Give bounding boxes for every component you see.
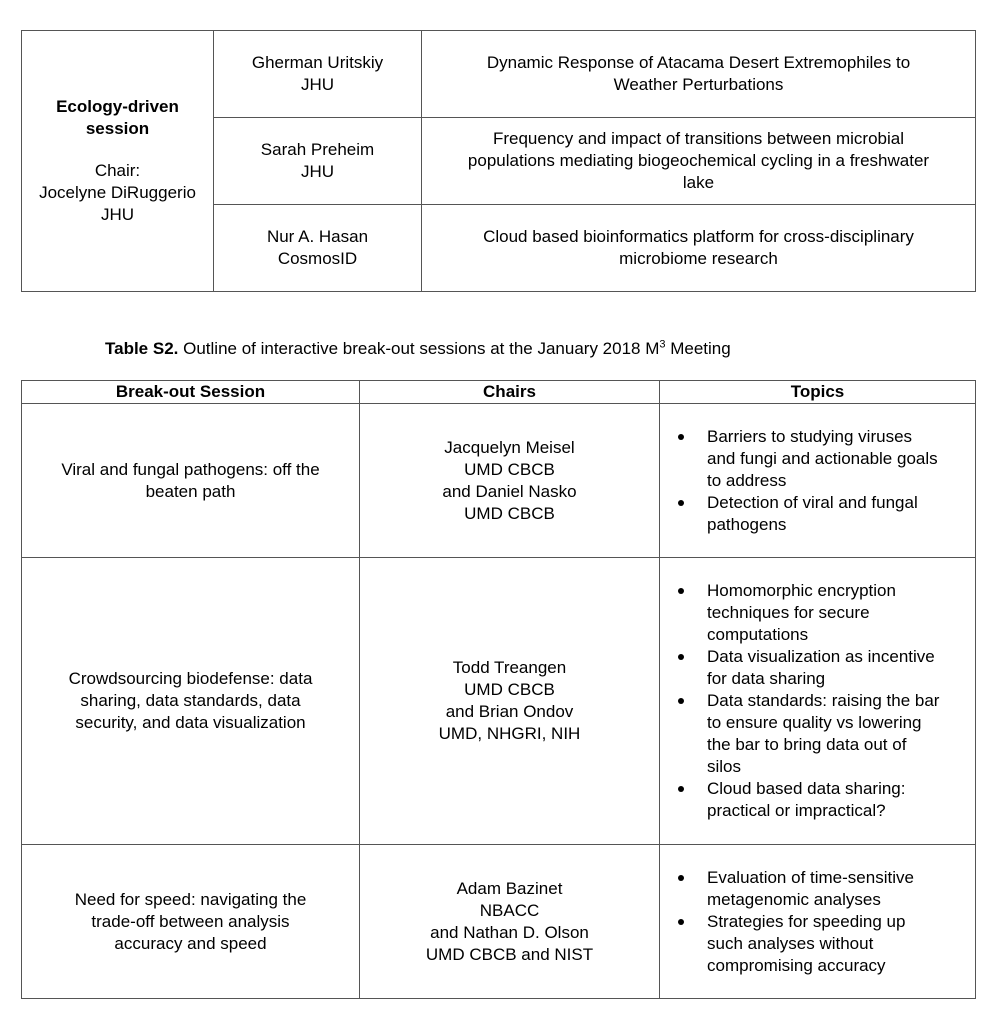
chair-label: Chair: [94, 161, 141, 180]
topic-line: to address [707, 470, 787, 490]
topic-line: practical or impractical? [707, 801, 886, 820]
header-chairs: Chairs [360, 381, 660, 404]
talk-title-line: Weather Perturbations [613, 75, 784, 94]
topic-line: Detection of viral and fungal [707, 492, 918, 512]
topic-line: Data standards: raising the bar [707, 691, 940, 710]
speaker-name: Sarah Preheim [260, 140, 375, 159]
session-line: Crowdsourcing biodefense: data [68, 669, 313, 688]
chair-line: and Nathan D. Olson [430, 922, 589, 942]
chair-line: UMD CBCB [464, 503, 555, 523]
talk-title-line: microbiome research [619, 249, 778, 268]
session-line: sharing, data standards, data [80, 691, 301, 710]
table-caption [105, 338, 985, 360]
table-row [22, 845, 976, 999]
talk-title-line: Cloud based bioinformatics platform for cross-disciplinary [483, 227, 914, 246]
topic-line: the bar to bring data out of [707, 735, 907, 754]
topic-line: Homomorphic encryption [707, 581, 896, 600]
topic-line: metagenomic analyses [707, 889, 881, 909]
caption-text: Outline of interactive break-out sessions at the January 2018 M [178, 339, 660, 358]
chair-affiliation: JHU [100, 205, 135, 224]
topic-line: compromising accuracy [707, 955, 886, 975]
topic-item [678, 580, 969, 646]
speaker-affiliation: CosmosID [277, 249, 358, 268]
topic-line: for data sharing [707, 669, 826, 688]
header-topics: Topics [660, 381, 976, 404]
talk-title-cell [422, 31, 976, 118]
talk-title-cell [422, 118, 976, 205]
speaker-cell [214, 205, 422, 292]
topics-cell [660, 845, 976, 999]
topic-line: such analyses without [707, 933, 874, 953]
topic-line: computations [707, 625, 809, 644]
chair-line: Adam Bazinet [456, 878, 563, 898]
breakout-session-cell [22, 558, 360, 845]
session-cell [22, 31, 214, 292]
topic-item [678, 492, 969, 536]
table-header-row [22, 381, 976, 404]
talk-title-line: lake [682, 173, 715, 192]
topics-list [678, 580, 969, 822]
topic-line: and fungi and actionable goals [707, 448, 938, 468]
session-name-line: Ecology-driven [56, 97, 179, 116]
chairs-cell [360, 404, 660, 558]
header-breakout-session: Break-out Session [22, 381, 360, 404]
topic-line: Barriers to studying viruses [707, 426, 913, 446]
talk-title-line: Frequency and impact of transitions between microbial [492, 129, 905, 148]
speaker-affiliation: JHU [300, 162, 335, 181]
topic-item [678, 426, 969, 492]
caption-superscript: 3 [659, 338, 666, 351]
speaker-cell [214, 118, 422, 205]
caption-label: Table S2. [105, 339, 179, 358]
topics-cell [660, 558, 976, 845]
breakout-session-cell [22, 404, 360, 558]
topic-line: Cloud based data sharing: [707, 779, 906, 798]
table-row [22, 558, 976, 845]
speaker-name: Gherman Uritskiy [251, 53, 384, 72]
chair-line: NBACC [479, 900, 540, 920]
topic-item [678, 867, 969, 911]
caption-suffix: Meeting [665, 339, 731, 358]
session-table [21, 30, 976, 292]
session-name-line: session [85, 119, 150, 138]
session-line: trade-off between analysis [91, 911, 290, 931]
chair-line: and Daniel Nasko [442, 481, 577, 501]
topic-item [678, 690, 969, 778]
topic-item [678, 911, 969, 977]
session-line: Viral and fungal pathogens: off the [61, 459, 320, 479]
breakout-session-cell [22, 845, 360, 999]
topic-line: Data visualization as incentive [707, 647, 935, 666]
topics-list [678, 867, 969, 977]
topic-line: techniques for secure [707, 603, 870, 622]
session-line: beaten path [145, 481, 236, 501]
session-line: accuracy and speed [114, 933, 267, 953]
talk-title-line: populations mediating biogeochemical cycling in a freshwater [467, 151, 930, 170]
talk-title-cell [422, 205, 976, 292]
topic-line: silos [707, 757, 742, 776]
chair-name: Jocelyne DiRuggerio [39, 183, 196, 202]
speaker-affiliation: JHU [300, 75, 335, 94]
chair-line: Todd Treangen [452, 658, 567, 677]
chair-line: Jacquelyn Meisel [444, 437, 575, 457]
topics-cell [660, 404, 976, 558]
chair-line: and Brian Ondov [445, 702, 574, 721]
topic-item [678, 778, 969, 822]
session-line: security, and data visualization [75, 713, 306, 732]
breakout-table [21, 380, 976, 999]
session-line: Need for speed: navigating the [74, 889, 307, 909]
chair-line: UMD CBCB [464, 459, 555, 479]
topics-list [678, 426, 969, 536]
topic-line: Evaluation of time-sensitive [707, 867, 914, 887]
speaker-cell [214, 31, 422, 118]
talk-title-line: Dynamic Response of Atacama Desert Extremophiles to [486, 53, 911, 72]
table-row [22, 31, 976, 118]
topic-line: Strategies for speeding up [707, 911, 906, 931]
chairs-cell [360, 558, 660, 845]
table-row [22, 404, 976, 558]
chair-line: UMD CBCB and NIST [425, 944, 594, 964]
chair-line: UMD, NHGRI, NIH [438, 724, 581, 743]
topic-item [678, 646, 969, 690]
chairs-cell [360, 845, 660, 999]
chair-line: UMD CBCB [464, 680, 555, 699]
topic-line: pathogens [707, 514, 787, 534]
speaker-name: Nur A. Hasan [266, 227, 369, 246]
topic-line: to ensure quality vs lowering [707, 713, 922, 732]
